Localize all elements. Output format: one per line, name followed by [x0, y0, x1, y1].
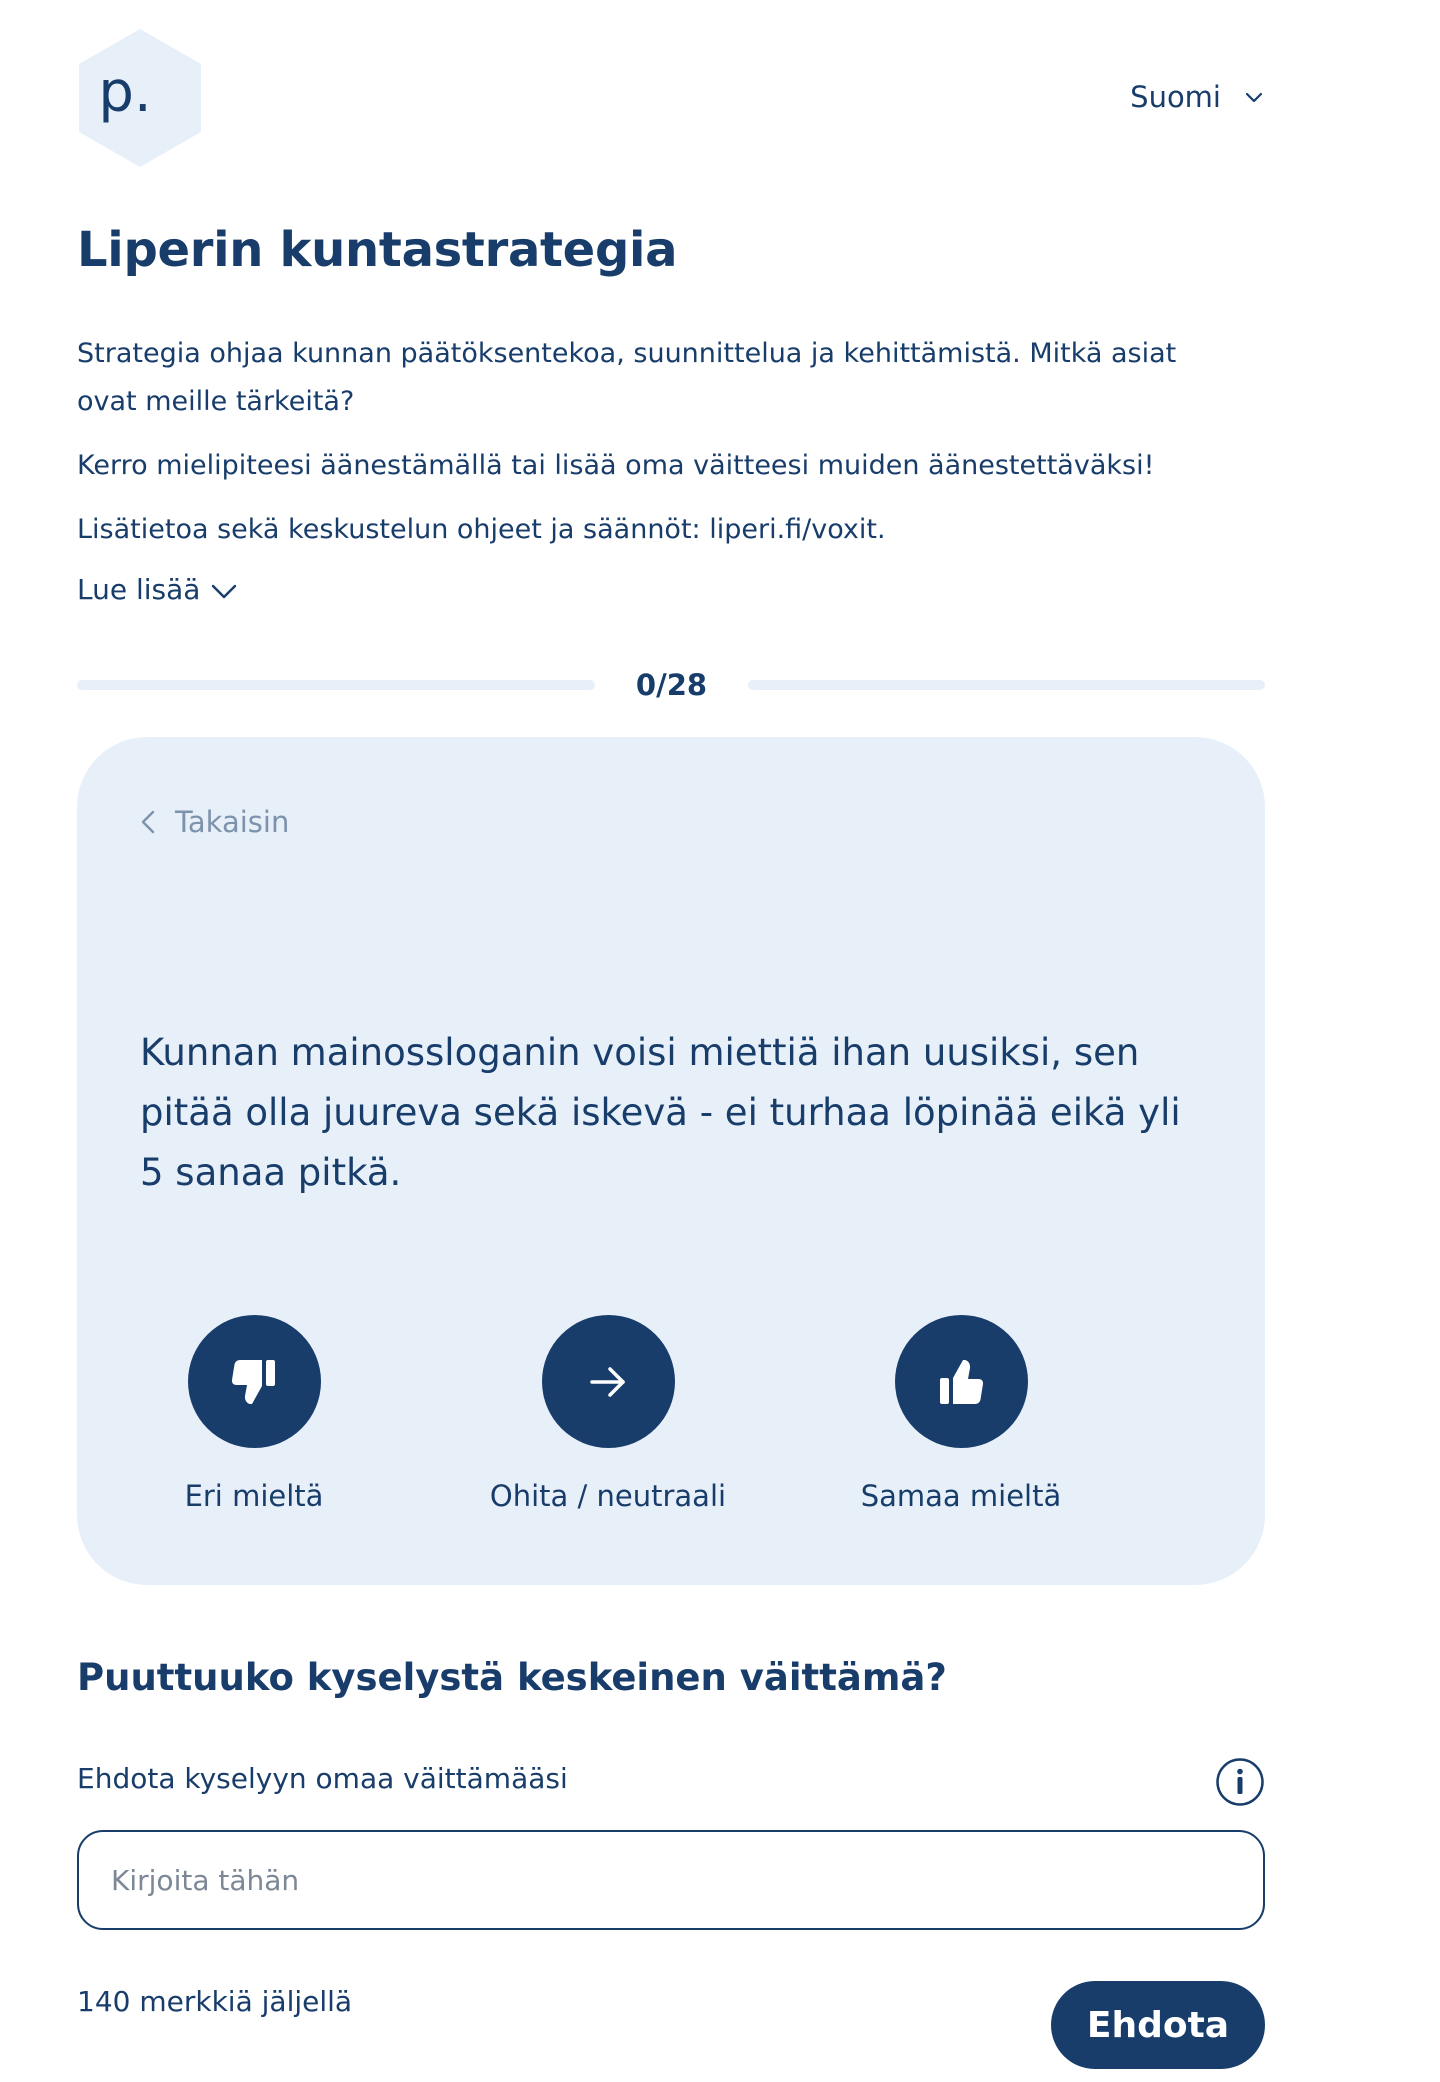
logo-hexagon-icon: [77, 27, 203, 169]
back-button[interactable]: [139, 805, 289, 839]
intro-text: [77, 330, 1217, 570]
suggest-input[interactable]: [77, 1830, 1265, 1930]
agree-button[interactable]: [895, 1315, 1028, 1448]
language-label: Suomi: [1130, 80, 1221, 114]
progress-track-left: [77, 680, 595, 690]
agree-label: Samaa mieltä: [860, 1479, 1062, 1513]
chevron-left-icon: [139, 808, 157, 836]
intro-paragraph: Strategia ohjaa kunnan päätöksentekoa, suunnittelua ja kehittämistä. Mitkä asiat ovat meille tärkeitä?: [77, 338, 1177, 417]
read-more-label: Lue lisää: [77, 573, 201, 606]
suggest-label: Ehdota kyselyyn omaa väittämääsi: [77, 1762, 568, 1795]
skip-button[interactable]: [542, 1315, 675, 1448]
progress-count: 0/28: [635, 668, 708, 702]
page-title: Liperin kuntastrategia: [77, 222, 678, 278]
vote-disagree: [114, 1315, 394, 1513]
thumbs-down-icon: [230, 1356, 278, 1408]
intro-paragraph: Kerro mielipiteesi äänestämällä tai lisää oma väitteesi muiden äänestettäväksi!: [77, 450, 1155, 481]
thumbs-up-icon: [937, 1356, 985, 1408]
progress-bar: [77, 664, 1265, 706]
suggest-title: Puuttuuko kyselystä keskeinen väittämä?: [77, 1656, 947, 1699]
logo-letter: p.: [98, 60, 152, 125]
chars-remaining: 140 merkkiä jäljellä: [77, 1985, 353, 2018]
language-select[interactable]: [1130, 80, 1265, 114]
chevron-down-icon: [1243, 86, 1265, 108]
intro-paragraph: Lisätietoa sekä keskustelun ohjeet ja säännöt: liperi.fi/voxit.: [77, 514, 886, 545]
arrow-right-icon: [586, 1360, 630, 1404]
vote-agree: [821, 1315, 1101, 1513]
info-icon[interactable]: [1215, 1757, 1265, 1807]
back-label: Takaisin: [175, 805, 290, 839]
submit-suggestion-button[interactable]: Ehdota: [1051, 1981, 1265, 2069]
skip-label: Ohita / neutraali: [489, 1479, 727, 1513]
statement-text: Kunnan mainossloganin voisi miettiä ihan uusiksi, sen pitää olla juureva sekä iskevä - ei turhaa löpinää eikä yli 5 sanaa pitkä.: [140, 1031, 1181, 1194]
read-more-toggle[interactable]: [77, 573, 238, 606]
statement-card: [77, 737, 1265, 1585]
chevron-down-icon: [210, 576, 238, 604]
progress-track-right: [748, 680, 1265, 690]
vote-skip: [468, 1315, 748, 1513]
logo[interactable]: [77, 27, 203, 169]
disagree-button[interactable]: [188, 1315, 321, 1448]
disagree-label: Eri mieltä: [184, 1479, 324, 1513]
